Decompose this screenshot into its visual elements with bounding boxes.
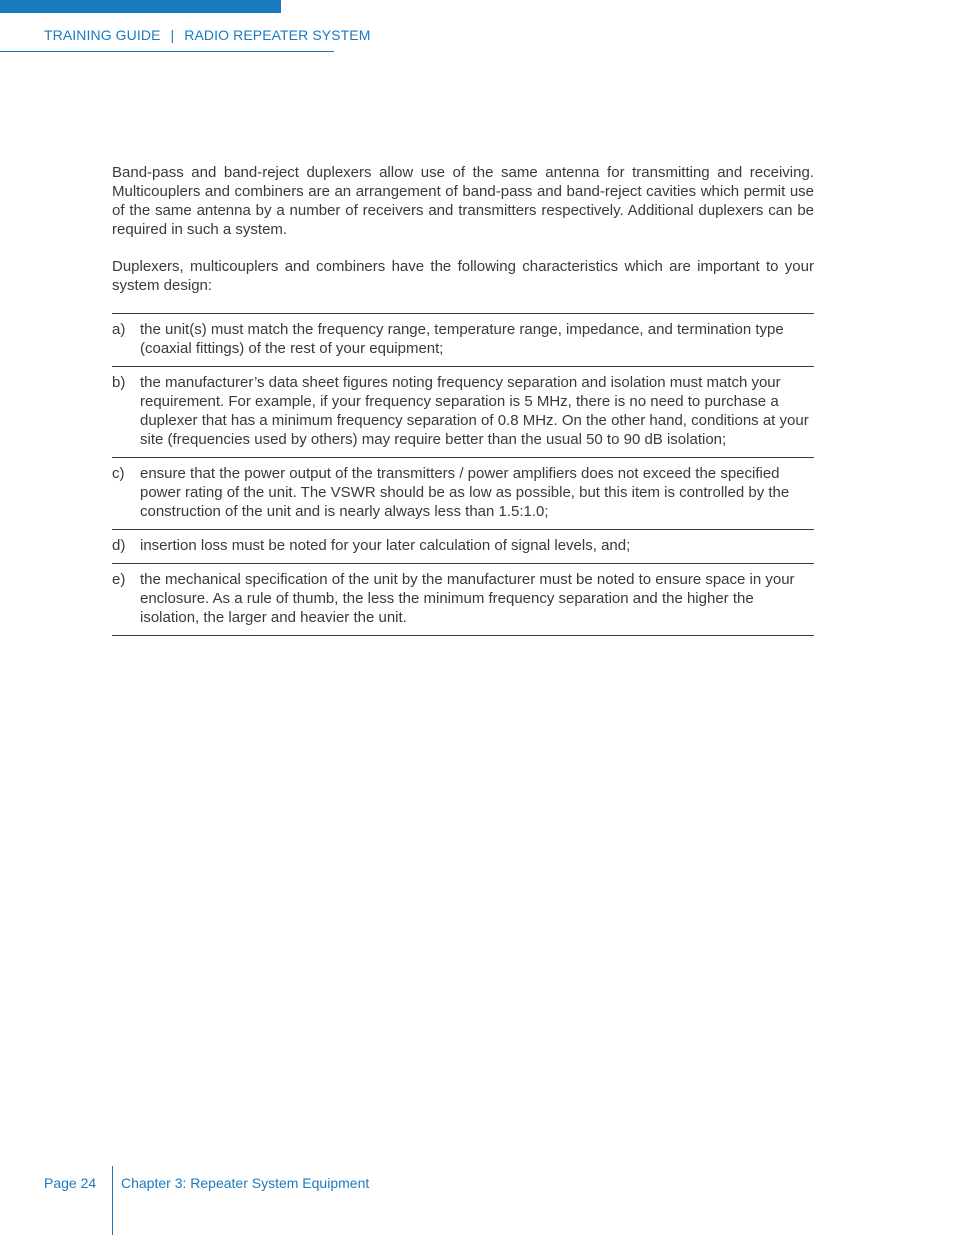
list-marker: c) — [112, 465, 125, 482]
list-marker: b) — [112, 374, 126, 391]
list-marker: a) — [112, 321, 126, 338]
list-item-text: the manufacturer’s data sheet figures noting frequency separation and isolation must match your requirement. For example, if your frequency separation is 5 MHz, there is no need to purchase a duplexer that has a minimum frequency separation of 0.8 MHz. On the other hand, conditions at your site (frequencies used by others) may require better than the usual 50 to 90 dB isolation; — [140, 374, 809, 448]
footer-divider — [112, 1166, 113, 1235]
list-marker: e) — [112, 571, 126, 588]
chapter-title: Chapter 3: Repeater System Equipment — [121, 1175, 370, 1191]
list-marker: d) — [112, 537, 126, 554]
header-accent-bar — [0, 0, 281, 13]
header-guide-title: TRAINING GUIDE — [44, 27, 161, 43]
page-body — [112, 163, 814, 636]
header-topic: RADIO REPEATER SYSTEM — [184, 27, 371, 43]
header-separator: | — [170, 27, 175, 43]
list-item — [112, 458, 814, 530]
header-rule — [0, 51, 334, 52]
list-item-text: the mechanical specification of the unit by the manufacturer must be noted to ensure space in your enclosure. As a rule of thumb, the less the minimum frequency separation and the higher the isolation, the larger and heavier the unit. — [140, 571, 795, 626]
running-header — [44, 27, 371, 43]
characteristics-paragraph: Duplexers, multicouplers and combiners have the following characteristics which are important to your system design: — [112, 258, 814, 294]
list-item-text: insertion loss must be noted for your later calculation of signal levels, and; — [140, 537, 631, 554]
list-item — [112, 314, 814, 367]
list-item-text: ensure that the power output of the transmitters / power amplifiers does not exceed the specified power rating of the unit. The VSWR should be as low as possible, but this item is controlled by the construction of the unit and is nearly always less than 1.5:1.0; — [140, 465, 790, 520]
list-item-text: the unit(s) must match the frequency range, temperature range, impedance, and termination type (coaxial fittings) of the rest of your equipment; — [140, 321, 784, 357]
characteristics-list — [112, 313, 814, 636]
list-item — [112, 530, 814, 564]
list-item — [112, 564, 814, 636]
page-number: Page 24 — [44, 1175, 97, 1191]
list-item — [112, 367, 814, 458]
intro-paragraph: Band-pass and band-reject duplexers allow use of the same antenna for transmitting and receiving. Multicouplers and combiners are an arrangement of band-pass and band-reject cavities which permit use of the same antenna by a number of receivers and transmitters respectively. Additional duplexers can be required in such a system. — [112, 164, 814, 238]
